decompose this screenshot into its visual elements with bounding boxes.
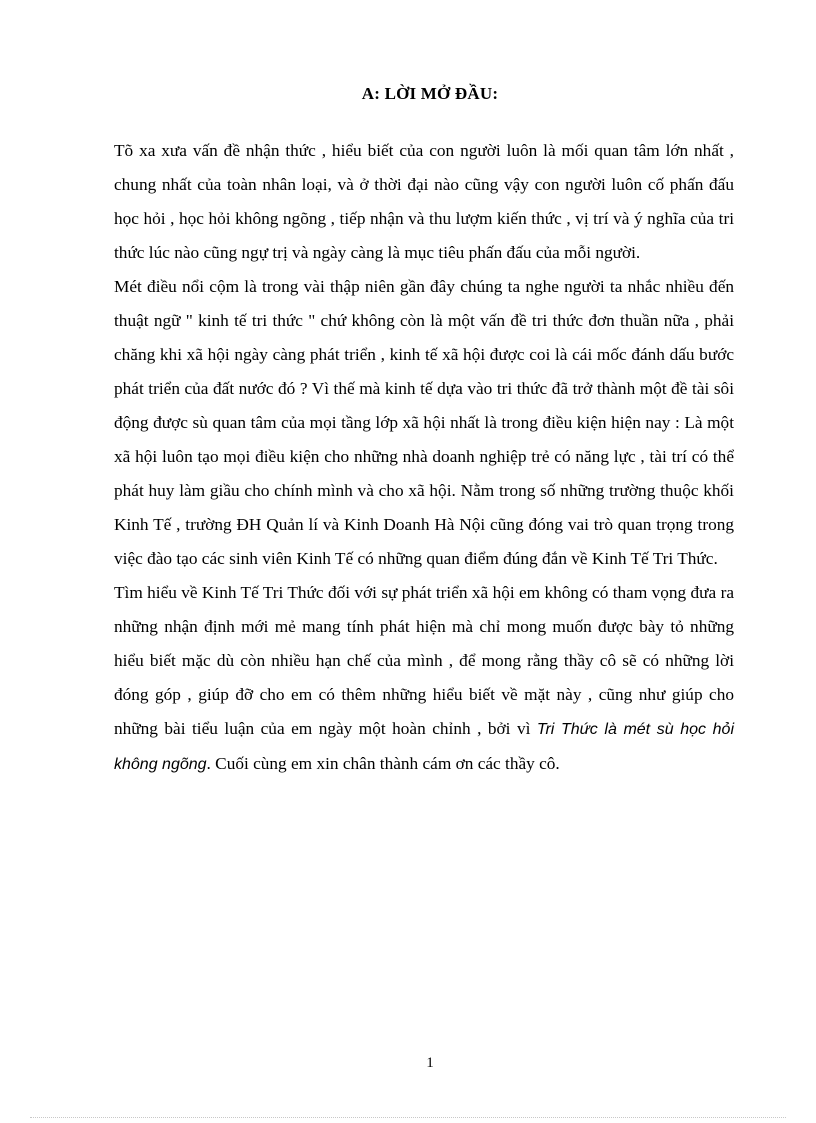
body-text — [114, 134, 734, 782]
page-title: A: LỜI MỞ ĐẦU: — [361, 84, 499, 103]
page-number: 1 — [426, 1055, 434, 1071]
paragraph-3-end: . Cuối cùng em xin chân thành cám ơn các thầy cô. — [206, 754, 560, 773]
paragraph-1: Tõ xa xưa vấn đề nhận thức , hiểu biết của con người luôn là mối quan tâm lớn nhất , chung nhất của toàn nhân loại, và ở thời đại nào cũng vậy con người luôn cố phấn đấu học hỏi , học hỏi không ngõng , tiếp nhận và thu lượm kiến thức , vị trí và ý nghĩa của tri thức lúc nào cũng ngự trị và ngày càng là mục tiêu phấn đấu của mỗi người. — [114, 141, 734, 262]
page-bottom-divider — [30, 1117, 786, 1118]
paragraph-3 — [114, 576, 734, 782]
paragraph-3-italic-phrase: Tri Thức là mét sù học hỏi không ngõng — [114, 721, 734, 773]
paragraph-3-start: Tìm hiểu về Kinh Tế Tri Thức đối với sự phát triển xã hội em không có tham vọng đưa ra những nhận định mới mẻ mang tính phát hiện mà chỉ mong muốn được bày tỏ những hiểu biết mặc dù còn nhiều hạn chế của mình , để mong rằng thầy cô sẽ có những lời đóng góp , giúp đỡ cho em có thêm những hiểu biết về mặt này , cũng như giúp cho những bài tiểu luận của em ngày một hoàn chỉnh , bởi vì — [114, 583, 734, 738]
paragraph-2: Mét điều nổi cộm là trong vài thập niên gần đây chúng ta nghe người ta nhắc nhiều đến thuật ngữ " kinh tế tri thức " chứ không còn là một vấn đề tri thức đơn thuần nữa , phải chăng khi xã hội ngày càng phát triển , kinh tế xã hội được coi là cái mốc đánh dấu bước phát triển của đất nước đó ? Vì thế mà kinh tế dựa vào tri thức đã trở thành một đề tài sôi động được sù quan tâm của mọi tầng lớp xã hội nhất là trong điều kiện hiện nay : Là một xã hội luôn tạo mọi điều kiện cho những nhà doanh nghiệp trẻ có năng lực , tài trí có thể phát huy làm giầu cho chính mình và cho xã hội. Nằm trong số những trường thuộc khối Kinh Tế , trường ĐH Quản lí và Kinh Doanh Hà Nội cũng đóng vai trò quan trọng trong việc đào tạo các sinh viên Kinh Tế có những quan điểm đúng đắn về Kinh Tế Tri Thức. — [114, 277, 734, 568]
